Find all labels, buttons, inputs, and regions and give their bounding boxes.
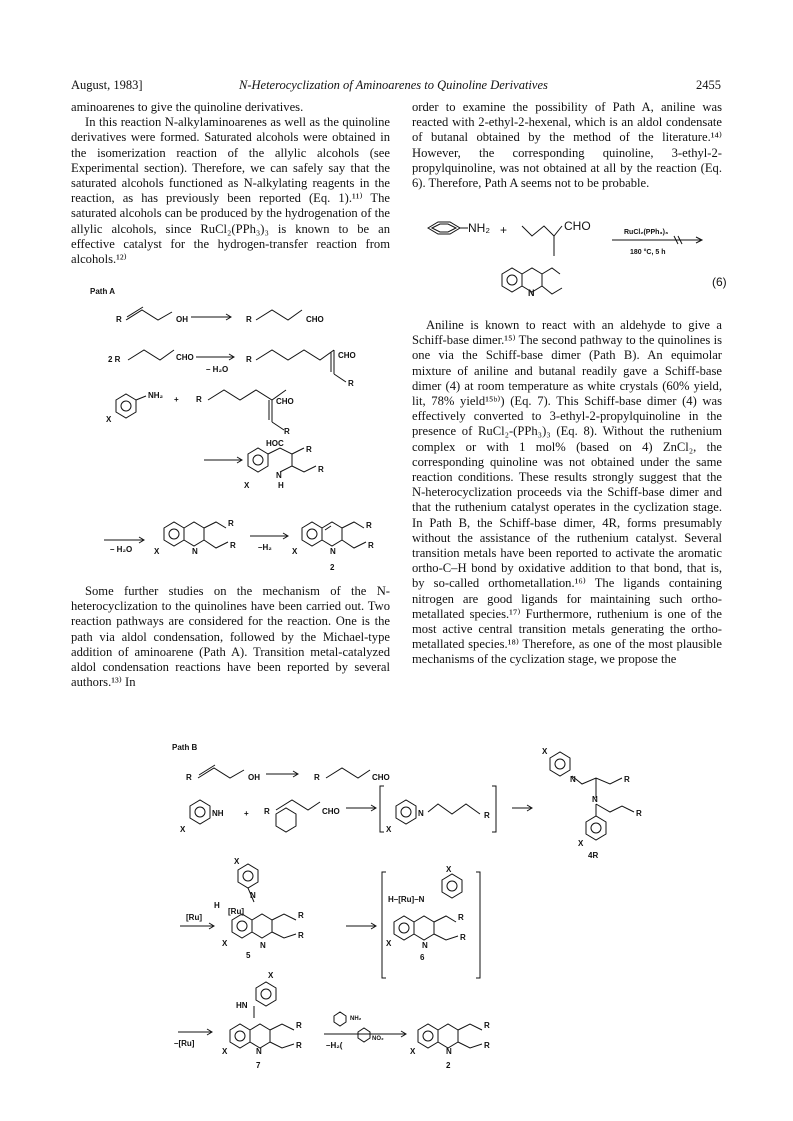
equation-6 xyxy=(412,212,732,322)
hoc-label: HOC xyxy=(266,439,284,448)
oh-label: OH xyxy=(176,315,188,324)
n-label: N xyxy=(250,891,256,900)
h-label: H xyxy=(278,481,284,490)
left-column-top xyxy=(71,100,390,267)
r-label: R xyxy=(484,811,490,820)
compound-5-label: 5 xyxy=(246,951,251,960)
x-label: X xyxy=(268,971,274,980)
n-label: N xyxy=(592,795,598,804)
paragraph: order to examine the possibility of Path A, aniline was reacted with 2-ethyl-2-hexenal, which is an aldol condensate of butanal obtained by the method of the literature.¹⁴⁾ However, the corresponding quinoline, 3-ethyl-2-propylquinoline, was not obtained at all by the reaction (Eq. 6). Therefore, Path A seems not to be probable. xyxy=(412,100,722,191)
cho-label: CHO xyxy=(322,807,340,816)
x-label: X xyxy=(244,481,250,490)
r-label: R xyxy=(298,931,304,940)
x-label: X xyxy=(410,1047,416,1056)
plus-label: + xyxy=(174,395,179,404)
n-label: N xyxy=(256,1047,262,1056)
equation-number: (6) xyxy=(712,275,727,289)
cho-label: CHO xyxy=(276,397,294,406)
minus-h2o-label: – H₂O xyxy=(110,545,133,554)
r-label: R xyxy=(298,911,304,920)
cho-label: CHO xyxy=(306,315,324,324)
x-label: X xyxy=(542,747,548,756)
path-a-title: Path A xyxy=(90,287,116,296)
r-label: R xyxy=(318,465,324,474)
oh-label: OH xyxy=(248,773,260,782)
r-label: R xyxy=(460,933,466,942)
header-title: N-Heterocyclization of Aminoarenes to Quinoline Derivatives xyxy=(239,78,548,92)
x-label: X xyxy=(578,839,584,848)
nh2-label: NH₂ xyxy=(468,221,490,235)
r-label: R xyxy=(116,315,122,324)
ru-label: [Ru] xyxy=(186,913,202,922)
cho-label: CHO xyxy=(338,351,356,360)
cho-label: CHO xyxy=(176,353,194,362)
r-label: R xyxy=(368,541,374,550)
r-label: R xyxy=(186,773,192,782)
cho-label: CHO xyxy=(564,219,591,233)
paragraph: Some further studies on the mechanism of the N-heterocyclization to the quinolines have been carried out. Two reaction pathways are considered for the reaction. One is the path via aldol condensation, followed by the Michael-type addition of aminoarene (Path A). Transition metal-catalyzed aldol condensation reactions have been reported by several authors.¹³⁾ In xyxy=(71,584,390,690)
n-label: N xyxy=(192,547,198,556)
x-label: X xyxy=(446,865,452,874)
h-ru-n-label: H–[Ru]–N xyxy=(388,895,425,904)
path-a-scheme xyxy=(66,282,396,582)
r-label: R xyxy=(624,775,630,784)
cho-label: CHO xyxy=(372,773,390,782)
r-label: R xyxy=(196,395,202,404)
header-date: August, 1983] xyxy=(71,78,143,92)
hn-label: HN xyxy=(236,1001,248,1010)
paragraph: Aniline is known to react with an aldehyde to give a Schiff-base dimer.¹⁵⁾ The second pathway to the quinolines is one via the Schiff-base dimer (Path B). An equimolar mixture of aniline and butanal readily gave a Schiff-base dimer (4) at room temperature as white crystals (60% yield, lit, 78% yield¹⁵ᵇ⁾) (Eq. 7). This Schiff-base dimer (4) was effectively converted to 3-ethyl-2-propylquinoline in the presence of RuCl₂-(PPh₃)₃ (Eq. 8). Without the ruthenium complex or with 1 mol% (based on 4) ZnCl₂, the corresponding quinoline was not obtained under the same reaction conditions. These results strongly suggest that the N-heterocyclization proceeds via the Schiff-base dimer and that the ruthenium catalyst operates in the cyclization stage. In Path B, the Schiff-base dimer, 4R, forms presumably without the assistance of the ruthenium catalyst. Several transition metals have been reported to activate the aromatic ortho-C–H bond by oxidative addition to that bond, that is, by so-called orthometallation.¹⁶⁾ The ligands containing nitrogen are good ligands for maintaining such ortho-metallated species.¹⁷⁾ Furthermore, ruthenium is one of the most active central transition metals generating the ortho-metallated species.¹⁸⁾ Therefore, as one of the most plausible mechanisms of the cyclization stage, we propose the xyxy=(412,318,722,667)
r-label: R xyxy=(366,521,372,530)
compound-2-label: 2 xyxy=(330,563,335,572)
right-column-main xyxy=(412,318,722,668)
r-label: R xyxy=(230,541,236,550)
r-label: R xyxy=(484,1021,490,1030)
x-label: X xyxy=(154,547,160,556)
minus-ru-label: –[Ru] xyxy=(174,1039,195,1048)
paragraph: In this reaction N-alkylaminoarenes as well as the quinoline derivatives were formed. Saturated alcohols were obtained in the isomerization reaction of the allylic alcohols (see Experimental section). Therefore, we can safely say that the saturated alcohols functioned as N-alkylating reagents in the reaction, as has previously been reported (Eq. 1).¹¹⁾ The saturated alcohols can be produced by the hydrogenation of the allylic alcohols, since RuCl₂(PPh₃)₃ is known to be an effective catalyst for the hydrogen-transfer reaction from alcohols.¹²⁾ xyxy=(71,115,390,267)
r-label: R xyxy=(246,355,252,364)
h-label: H xyxy=(214,901,220,910)
r-label: R xyxy=(284,427,290,436)
r-label: R xyxy=(484,1041,490,1050)
x-label: X xyxy=(386,825,392,834)
header-page-number: 2455 xyxy=(696,78,721,92)
compound-2-label: 2 xyxy=(446,1061,451,1070)
compound-4r-label: 4R xyxy=(588,851,599,860)
r-label: R xyxy=(314,773,320,782)
conditions-label: 180 °C, 5 h xyxy=(630,249,666,256)
no2-label: NO₂ xyxy=(372,1036,384,1042)
x-label: X xyxy=(222,1047,228,1056)
x-label: X xyxy=(222,939,228,948)
plus-label: + xyxy=(244,809,249,818)
r-label: R xyxy=(246,315,252,324)
ru-label: [Ru] xyxy=(228,907,244,916)
path-b-title: Path B xyxy=(172,743,198,752)
n-label: N xyxy=(422,941,428,950)
n-label: N xyxy=(260,941,266,950)
n-label: N xyxy=(330,547,336,556)
r-label: R xyxy=(306,445,312,454)
n-label: N xyxy=(418,809,424,818)
r-label: R xyxy=(296,1041,302,1050)
plus-label: + xyxy=(500,223,508,237)
r-label: R xyxy=(296,1021,302,1030)
minus-h2-label: –H₂ xyxy=(258,543,272,552)
nh2-label: NH₂ xyxy=(148,391,164,400)
catalyst-label: RuCl₂(PPh₃)₃ xyxy=(624,229,669,236)
nh2-label: NH₂ xyxy=(350,1016,362,1022)
x-label: X xyxy=(106,415,112,424)
two-r-label: 2 R xyxy=(108,355,121,364)
left-column-bottom xyxy=(71,584,390,690)
right-column-top xyxy=(412,100,722,191)
r-label: R xyxy=(228,519,234,528)
r-label: R xyxy=(348,379,354,388)
x-label: X xyxy=(292,547,298,556)
r-label: R xyxy=(458,913,464,922)
nh-label: NH xyxy=(212,809,224,818)
minus-h2o-label: – H₂O xyxy=(206,365,229,374)
n-label: N xyxy=(446,1047,452,1056)
path-b-scheme xyxy=(150,742,710,1072)
compound-7-label: 7 xyxy=(256,1061,261,1070)
minus-h2-label: –H₂( xyxy=(326,1041,343,1050)
compound-6-label: 6 xyxy=(420,953,425,962)
r-label: R xyxy=(636,809,642,818)
n-label: N xyxy=(570,775,576,784)
n-label: N xyxy=(528,288,535,298)
x-label: X xyxy=(180,825,186,834)
x-label: X xyxy=(234,857,240,866)
r-label: R xyxy=(264,807,270,816)
paragraph: aminoarenes to give the quinoline derivatives. xyxy=(71,100,304,114)
n-label: N xyxy=(276,471,282,480)
x-label: X xyxy=(386,939,392,948)
